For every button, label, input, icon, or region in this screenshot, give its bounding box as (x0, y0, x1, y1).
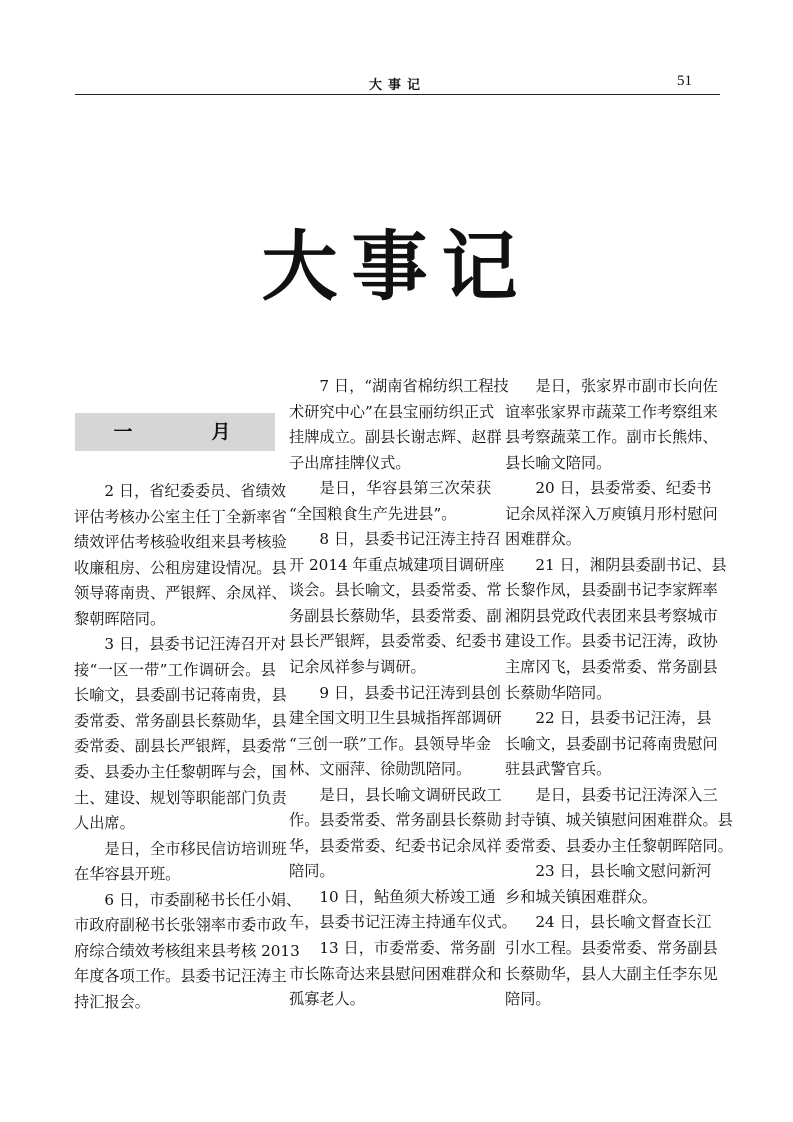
text-line: 年度各项工作。县委书记汪涛主 (74, 967, 287, 986)
text-line: 市政府副秘书长张翎率市委市政 (74, 916, 287, 935)
text-line: 8 日，县委书记汪涛主持召 (319, 530, 501, 549)
text-line: 车，县委书记汪涛主持通车仪式。 (289, 913, 517, 932)
text-line: 2 日，省纪委委员、省绩效 (104, 482, 286, 500)
text-line: 委常委、副县长严银辉，县委常 (74, 737, 287, 756)
text-line: 长黎作凤，县委副书记李家辉率 (505, 581, 718, 600)
text-line: 开 2014 年重点城建项目调研座 (289, 555, 505, 574)
text-line: 绩效评估考核验收组来县考核验 (74, 533, 287, 552)
text-line: 市长陈奇达来县慰问困难群众和 (289, 964, 502, 983)
text-line: 在华容县开班。 (74, 865, 181, 884)
text-line: “全国粮食生产先进县”。 (289, 504, 457, 523)
text-line: 驻县武警官兵。 (505, 760, 612, 779)
running-header (75, 72, 720, 95)
text-line: 接“一区一带”工作调研会。县 (74, 660, 276, 679)
text-line: 记余凤祥深入万庾镇月形村慰问 (505, 504, 718, 523)
text-line: 乡和城关镇困难群众。 (505, 887, 657, 906)
text-line: 是日，县长喻文调研民政工 (319, 785, 502, 804)
paragraph (289, 374, 509, 476)
paragraph (74, 479, 287, 632)
text-line: “三创一联”工作。县领导毕金 (289, 734, 491, 753)
text-column-2 (289, 374, 517, 1013)
paragraph (505, 476, 718, 553)
text-line: 困难群众。 (505, 530, 581, 549)
text-line: 县考察蔬菜工作。副市长熊炜、 (505, 428, 718, 447)
text-line: 3 日，县委书记汪涛召开对 (104, 635, 286, 654)
text-line: 长蔡勋华，县人大副主任李东见 (505, 964, 718, 983)
paragraph (505, 859, 712, 910)
paragraph (505, 910, 718, 1012)
text-line: 谈会。县长喻文，县委常委、常 (289, 581, 502, 600)
text-line: 持汇报会。 (74, 992, 150, 1011)
paragraph (505, 374, 718, 476)
paragraph (289, 783, 502, 885)
paragraph (505, 706, 718, 783)
text-line: 湘阴县党政代表团来县考察城市 (505, 606, 718, 625)
text-line: 建全国文明卫生县城指挥部调研 (289, 709, 502, 728)
text-column-1 (74, 479, 302, 1015)
text-line: 务副县长蔡勋华，县委常委、副 (289, 606, 502, 625)
paragraph (74, 837, 287, 888)
running-title: 大事记 (368, 78, 426, 93)
paragraph (505, 553, 727, 706)
text-line: 引水工程。县委常委、常务副县 (505, 939, 718, 958)
text-line: 孤寡老人。 (289, 990, 365, 1009)
text-line: 评估考核办公室主任丁全新率省 (74, 507, 287, 526)
text-line: 9 日，县委书记汪涛到县创 (319, 683, 501, 702)
text-line: 黎朝晖陪同。 (74, 609, 166, 628)
paragraph (289, 885, 517, 936)
text-line: 人出席。 (74, 814, 135, 833)
text-line: 县长喻文陪同。 (505, 453, 612, 472)
text-line: 陪同。 (289, 862, 335, 881)
text-line: 记余凤祥参与调研。 (289, 658, 426, 677)
text-line: 22 日，县委书记汪涛，县 (535, 709, 712, 728)
text-line: 华，县委常委、纪委书记余凤祥 (289, 836, 502, 855)
text-line: 长喻文，县委副书记蒋南贵，县 (74, 686, 287, 705)
text-line: 是日，县委书记汪涛深入三 (535, 785, 718, 804)
text-line: 是日，华容县第三次荣获 (319, 479, 491, 498)
text-line: 长蔡勋华陪同。 (505, 683, 612, 702)
text-line: 是日，全市移民信访培训班 (104, 839, 287, 858)
text-line: 13 日，市委常委、常务副 (319, 939, 496, 958)
text-line: 长喻文，县委副书记蒋南贵慰问 (505, 734, 718, 753)
page-title: 大事记 (261, 222, 532, 311)
text-line: 土、建设、规划等职能部门负责 (74, 788, 287, 807)
text-line: 陪同。 (505, 990, 551, 1009)
text-line: 7 日，“湖南省棉纺织工程技 (319, 377, 509, 395)
text-line: 23 日，县长喻文慰问新河 (535, 862, 712, 881)
text-line: 委、县委办主任黎朝晖与会，国 (74, 763, 287, 782)
text-line: 收廉租房、公租房建设情况。县 (74, 558, 287, 577)
text-line: 封寺镇、城关镇慰问困难群众。县 (505, 811, 733, 830)
text-line: 子出席挂牌仪式。 (289, 453, 411, 472)
text-line: 作。县委常委、常务副县长蔡勋 (289, 811, 502, 830)
section-heading-january: 一 月 (75, 413, 275, 451)
text-line: 领导蒋南贵、严银辉、余凤祥、 (74, 584, 287, 603)
paragraph (74, 632, 287, 836)
text-line: 谊率张家界市蔬菜工作考察组来 (505, 402, 718, 421)
text-line: 是日，张家界市副市长向佐 (535, 377, 718, 395)
text-line: 委常委、常务副县长蔡勋华，县 (74, 711, 287, 730)
paragraph (289, 681, 502, 783)
text-line: 20 日，县委常委、纪委书 (535, 479, 712, 498)
text-line: 术研究中心”在县宝丽纺织正式 (289, 402, 495, 421)
text-line: 建设工作。县委书记汪涛，政协 (505, 632, 718, 651)
text-line: 主席冈飞，县委常委、常务副县 (505, 658, 718, 677)
paragraph (74, 888, 302, 1016)
text-line: 委常委、县委办主任黎朝晖陪同。 (505, 836, 733, 855)
text-line: 24 日，县长喻文督查长江 (535, 913, 712, 932)
text-line: 挂牌成立。副县长谢志辉、赵群 (289, 428, 502, 447)
paragraph (289, 936, 502, 1013)
paragraph (505, 783, 733, 860)
text-line: 21 日，湘阴县委副书记、县 (535, 555, 727, 574)
text-column-3 (505, 374, 733, 1013)
paragraph (289, 476, 491, 527)
page-number: 51 (677, 73, 692, 89)
text-line: 府综合绩效考核组来县考核 2013 (74, 941, 300, 960)
text-line: 6 日，市委副秘书长任小娟、 (104, 890, 302, 909)
text-line: 林、文丽萍、徐勋凯陪同。 (289, 760, 472, 779)
text-line: 县长严银辉，县委常委、纪委书 (289, 632, 502, 651)
text-line: 10 日，鲇鱼须大桥竣工通 (319, 887, 496, 906)
paragraph (289, 527, 505, 680)
